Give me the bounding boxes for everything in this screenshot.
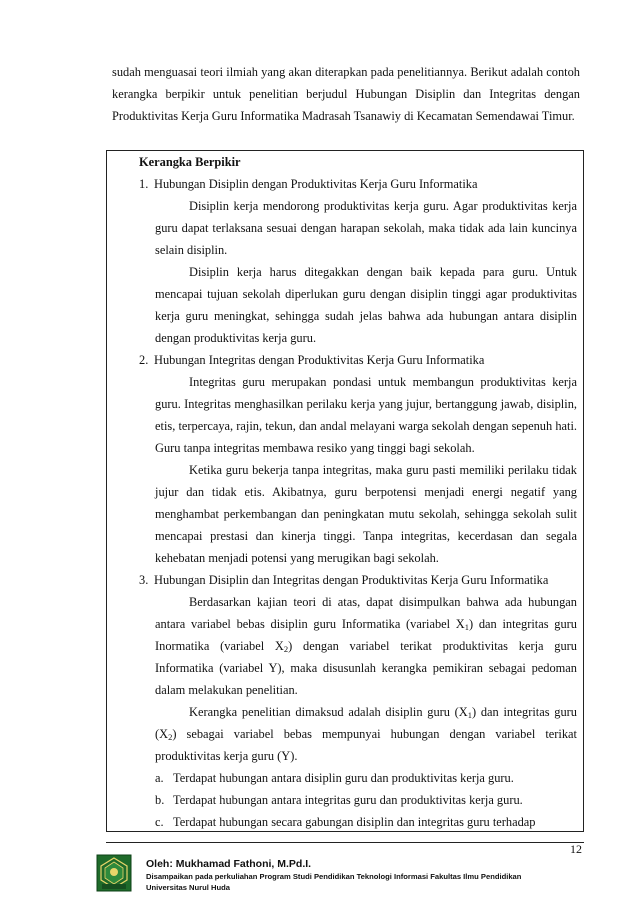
section-3-heading xyxy=(139,569,577,591)
hypothesis-item xyxy=(155,789,577,811)
section-number: 2. xyxy=(139,353,149,367)
footer-divider xyxy=(106,842,584,843)
footer-course-line: Disampaikan pada perkuliahan Program Studi Pendidikan Teknologi Informasi Fakultas Ilmu Pendidikan xyxy=(146,872,522,881)
section-paragraph: Ketika guru bekerja tanpa integritas, maka guru pasti memiliki perilaku tidak jujur dan tidak etis. Akibatnya, guru berpotensi menjadi energi negatif yang menghambat perkembangan dan peningkatan mutu sekolah, sehingga sekolah sulit mencapai prestasi dan kinerja tinggi. Tanpa integritas, kecerdasan dan segala kehebatan menjadi potensi yang merugikan bagi sekolah. xyxy=(155,463,577,565)
framework-box xyxy=(106,150,584,832)
text-run: Berdasarkan kajian teori di atas, dapat disimpulkan bahwa ada hubungan antara variabel bebas disiplin guru Informatika (variabel X xyxy=(155,595,577,631)
hypothesis-item xyxy=(155,811,577,832)
hypothesis-text: Terdapat hubungan antara disiplin guru dan produktivitas kerja guru. xyxy=(173,771,514,785)
hypothesis-label: a. xyxy=(155,771,164,785)
text-run: ) sebagai variabel bebas mempunyai hubungan dengan variabel terikat produktivitas kerja guru (Y). xyxy=(155,727,577,763)
hypothesis-item xyxy=(155,767,577,789)
section-number: 3. xyxy=(139,573,149,587)
page-footer xyxy=(146,858,586,893)
university-logo-icon xyxy=(96,854,132,892)
section-2 xyxy=(139,349,577,569)
section-3 xyxy=(139,569,577,832)
text-run: ) dan integritas guru Inormatika (variabel X xyxy=(155,617,577,653)
section-paragraph: Integritas guru merupakan pondasi untuk membangun produktivitas kerja guru. Integritas menghasilkan perilaku kerja yang jujur, bertanggung jawab, disiplin, etis, terpercaya, rajin, tekun, dan andal melayani warga sekolah dengan sepenuh hati. Guru tanpa integritas membawa resiko yang tinggi bagi sekolah. xyxy=(155,375,577,455)
section-paragraph xyxy=(155,591,577,701)
section-paragraph: Disiplin kerja mendorong produktivitas kerja guru. Agar produktivitas kerja guru dapat terlaksana sesuai dengan harapan sekolah, maka tidak ada lain kuncinya selain disiplin. xyxy=(155,199,577,257)
section-title: Hubungan Integritas dengan Produktivitas Kerja Guru Informatika xyxy=(154,353,485,367)
section-title: Hubungan Disiplin dengan Produktivitas Kerja Guru Informatika xyxy=(154,177,478,191)
footer-university: Universitas Nurul Huda xyxy=(146,883,230,892)
text-run: ) dengan variabel terikat produktivitas kerja guru Informatika (variabel Y), maka disusunlah kerangka pemikiran sebagai pedoman dalam melakukan penelitian. xyxy=(155,639,577,697)
hypothesis-label: c. xyxy=(155,815,164,829)
subscript: 1 xyxy=(464,622,469,632)
text-run: Kerangka penelitian dimaksud adalah disiplin guru (X xyxy=(189,705,468,719)
footer-author: Oleh: Mukhamad Fathoni, M.Pd.I. xyxy=(146,858,312,870)
hypothesis-text: Terdapat hubungan secara gabungan disiplin dan integritas guru terhadap xyxy=(173,815,536,829)
section-2-heading xyxy=(139,349,577,371)
section-number: 1. xyxy=(139,177,149,191)
subscript: 2 xyxy=(283,644,289,654)
framework-content xyxy=(139,151,577,832)
intro-paragraph: sudah menguasai teori ilmiah yang akan diterapkan pada penelitiannya. Berikut adalah contoh kerangka berpikir untuk penelitian berjudul Hubungan Disiplin dan Integritas dengan Produktivitas Kerja Guru Informatika Madrasah Tsanawiy di Kecamatan Semendawai Timur. xyxy=(112,65,580,123)
section-paragraph: Disiplin kerja harus ditegakkan dengan baik kepada para guru. Untuk mencapai tujuan sekolah diperlukan guru dengan disiplin tinggi agar produktivitas kerja guru meningkat, sehingga sudah jelas bahwa ada hubungan antara disiplin dengan produktivitas kerja guru. xyxy=(155,265,577,345)
hypothesis-text: Terdapat hubungan antara integritas guru dan produktivitas kerja guru. xyxy=(173,793,523,807)
framework-title: Kerangka Berpikir xyxy=(139,155,241,169)
page-number: 12 xyxy=(570,842,582,856)
section-1 xyxy=(139,173,577,349)
section-1-heading xyxy=(139,173,577,195)
hypothesis-label: b. xyxy=(155,793,165,807)
section-paragraph xyxy=(155,701,577,767)
section-title: Hubungan Disiplin dan Integritas dengan Produktivitas Kerja Guru Informatika xyxy=(154,573,549,587)
text-run: ) dan integritas guru (X xyxy=(155,705,577,741)
subscript: 2 xyxy=(168,732,173,742)
subscript: 1 xyxy=(467,710,473,720)
